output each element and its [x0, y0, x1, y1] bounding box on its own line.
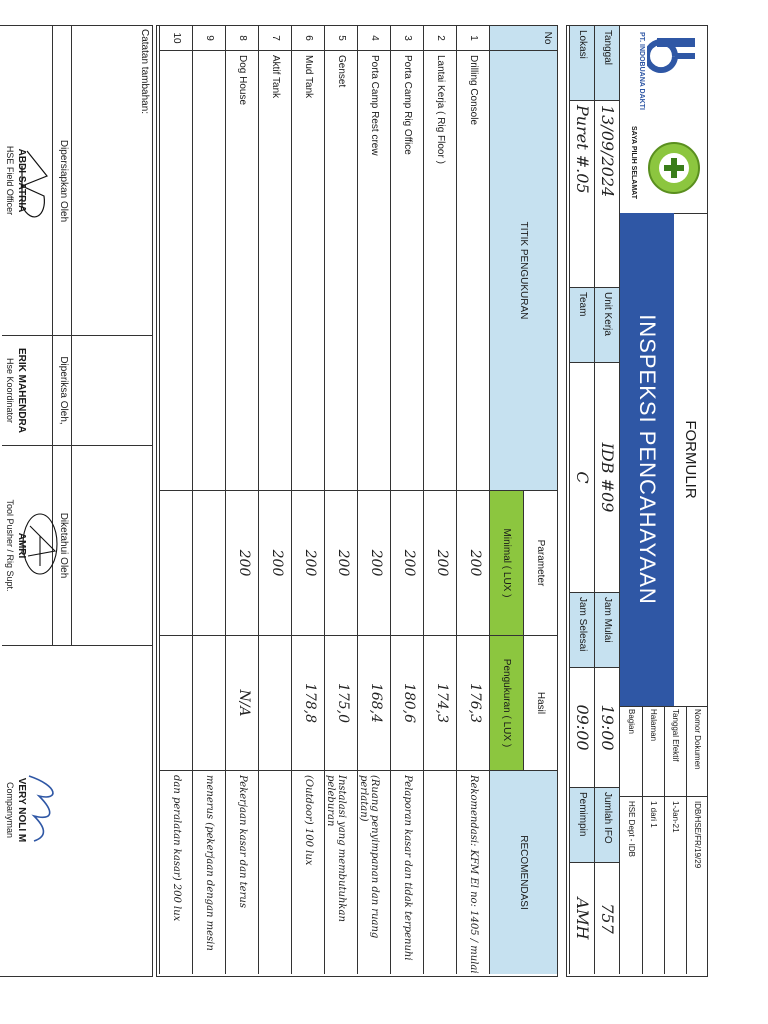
- title-block: [620, 213, 707, 707]
- table-row: [390, 26, 423, 974]
- row-titik: Drilling Console: [457, 51, 489, 491]
- checked-label: Diperiksa Oleh,: [52, 336, 72, 445]
- row-titik: Porta Camp Rig Office: [391, 51, 423, 491]
- logo-area: [620, 26, 707, 214]
- row-no: 5: [325, 26, 357, 51]
- col-no: No: [489, 26, 557, 51]
- col-minimal: Minimal ( LUX ): [489, 491, 523, 636]
- row-rekomendasi: Instalasi yang membutuhkan peleburan: [325, 775, 347, 922]
- row-hasil: 178,8: [292, 636, 324, 771]
- known-column-1: [2, 446, 152, 646]
- row-hasil: N/A: [226, 636, 258, 771]
- jam-selesai-value: 09:00: [569, 668, 594, 788]
- meta-row: Nomor Dokumen IDB/HSE/FR/19/29: [686, 706, 707, 974]
- col-pengukuran: Pengukuran ( LUX ): [489, 636, 523, 771]
- company-name: PT. INDOBUANA DAKTI: [638, 32, 645, 110]
- row-rekomendasi: [424, 771, 456, 974]
- row-minimal: 200: [391, 491, 423, 636]
- row-minimal: 200: [325, 491, 357, 636]
- row-minimal: [193, 491, 225, 636]
- signer-role: Hse Koordinator: [5, 357, 15, 424]
- row-no: 4: [358, 26, 390, 51]
- row-titik: [160, 51, 192, 491]
- table-row: [456, 26, 489, 974]
- row-titik: Aktif Tank: [259, 51, 291, 491]
- row-rekomendasi: Rekomendasi: KFM El no: 1405 / mulai: [468, 775, 479, 974]
- row-no: 7: [259, 26, 291, 51]
- lokasi-value: Puret #.05: [569, 101, 594, 288]
- lokasi-label: Lokasi: [569, 26, 594, 101]
- table-row: [357, 26, 390, 974]
- row-no: 1: [457, 26, 489, 51]
- unit-label: Unit Kerja: [594, 288, 619, 363]
- row-hasil: 180,6: [391, 636, 423, 771]
- row-rekomendasi: [259, 771, 291, 974]
- tanggal-label: Tanggal: [594, 26, 619, 101]
- signer-role: Companyman: [5, 781, 15, 839]
- team-label: Team: [569, 288, 594, 363]
- tanggal-value: 13/09/2024: [594, 101, 619, 288]
- checked-column: [2, 336, 152, 446]
- row-minimal: 200: [259, 491, 291, 636]
- row-rekomendasi: (Ruang penyimpanan dan ruang perlatan): [358, 775, 380, 939]
- form-header: [566, 25, 708, 977]
- table-row: [291, 26, 324, 974]
- row-no: 2: [424, 26, 456, 51]
- pemimpin-label: Pemimpin: [569, 788, 594, 863]
- info-grid: [568, 26, 620, 974]
- known-label: Diketahui Oleh: [52, 446, 72, 645]
- row-titik: [193, 51, 225, 491]
- row-minimal: [160, 491, 192, 636]
- row-minimal: 200: [424, 491, 456, 636]
- safety-badge-icon: [646, 141, 701, 196]
- col-titik: TITIK PENGUKURAN: [489, 51, 557, 491]
- page-title: INSPEKSI PENCAHAYAAN: [620, 213, 674, 706]
- row-hasil: [160, 636, 192, 771]
- table-row: [159, 26, 192, 974]
- prepared-label: Dipersiapkan Oleh: [52, 26, 72, 336]
- known-column-2: [2, 646, 152, 974]
- signer-name: VERY NOLI M: [16, 777, 27, 843]
- company-logo-icon: [647, 34, 697, 104]
- row-titik: Dog House: [226, 51, 258, 491]
- pemimpin-value: AMH: [569, 863, 594, 974]
- notes-section: [0, 25, 153, 977]
- table-row: [324, 26, 357, 974]
- meta-row: Tanggal Efektif 1-Jan-21: [664, 706, 685, 974]
- table-row: [192, 26, 225, 974]
- row-minimal: 200: [358, 491, 390, 636]
- row-rekomendasi: Pekerjaan kasar dan terus: [237, 775, 248, 908]
- row-titik: Mud Tank: [292, 51, 324, 491]
- team-value: C: [569, 363, 594, 593]
- signer-name: ABDI SATRIA: [16, 148, 27, 213]
- row-minimal: 200: [457, 491, 489, 636]
- row-rekomendasi: menerus (pekerjaan dengan mesin: [204, 775, 215, 951]
- row-hasil: [259, 636, 291, 771]
- row-hasil: 175,0: [325, 636, 357, 771]
- measurement-table: [156, 25, 558, 977]
- prepared-column: [2, 26, 152, 336]
- signer-role: Tool Pusher / Rig Supt.: [5, 499, 15, 592]
- signer-name: ERIK MAHENDRA: [16, 348, 27, 433]
- jumlah-label: Jumlah IFO: [594, 788, 619, 863]
- unit-value: IDB #09: [594, 363, 619, 593]
- row-rekomendasi: (Outdoor) 100 lux: [303, 775, 314, 866]
- row-hasil: 168,4: [358, 636, 390, 771]
- row-minimal: 200: [226, 491, 258, 636]
- jam-mulai-value: 19:00: [594, 668, 619, 788]
- notes-label: Catatan tambahan:: [139, 29, 150, 115]
- doc-meta: [620, 706, 707, 974]
- row-hasil: 176,3: [457, 636, 489, 771]
- row-no: 9: [193, 26, 225, 51]
- row-rekomendasi: Pelaporan kasar dan tidak terpenuhi: [402, 775, 413, 961]
- row-no: 6: [292, 26, 324, 51]
- row-titik: Genset: [325, 51, 357, 491]
- col-rekomendasi: RECOMENDASI: [489, 771, 557, 974]
- meta-row: Bagian HSE Dept - IDB: [627, 709, 636, 858]
- row-titik: Porta Camp Rest crew: [358, 51, 390, 491]
- col-hasil: Hasil: [523, 636, 557, 771]
- row-minimal: 200: [292, 491, 324, 636]
- row-titik: Lantai Kerja ( Rig Floor ): [424, 51, 456, 491]
- col-parameter: Parameter: [523, 491, 557, 636]
- meta-row: Halaman 1 dari 1: [642, 706, 663, 974]
- row-rekomendasi: dan peralatan kasar) 200 lux: [171, 775, 182, 922]
- row-no: 8: [226, 26, 258, 51]
- company-slogan: SAYA PILIH SELAMAT: [630, 126, 637, 199]
- jumlah-value: 757: [594, 863, 619, 974]
- form-type: FORMULIR: [682, 420, 699, 499]
- table-row: [423, 26, 456, 974]
- signer-name: AMRI: [16, 532, 27, 559]
- jam-selesai-label: Jam Selesai: [569, 593, 594, 668]
- row-no: 3: [391, 26, 423, 51]
- row-hasil: 174,3: [424, 636, 456, 771]
- signer-role: HSE Field Officer: [5, 145, 15, 216]
- table-row: [258, 26, 291, 974]
- table-row: [225, 26, 258, 974]
- jam-mulai-label: Jam Mulai: [594, 593, 619, 668]
- row-no: 10: [160, 26, 192, 51]
- row-hasil: [193, 636, 225, 771]
